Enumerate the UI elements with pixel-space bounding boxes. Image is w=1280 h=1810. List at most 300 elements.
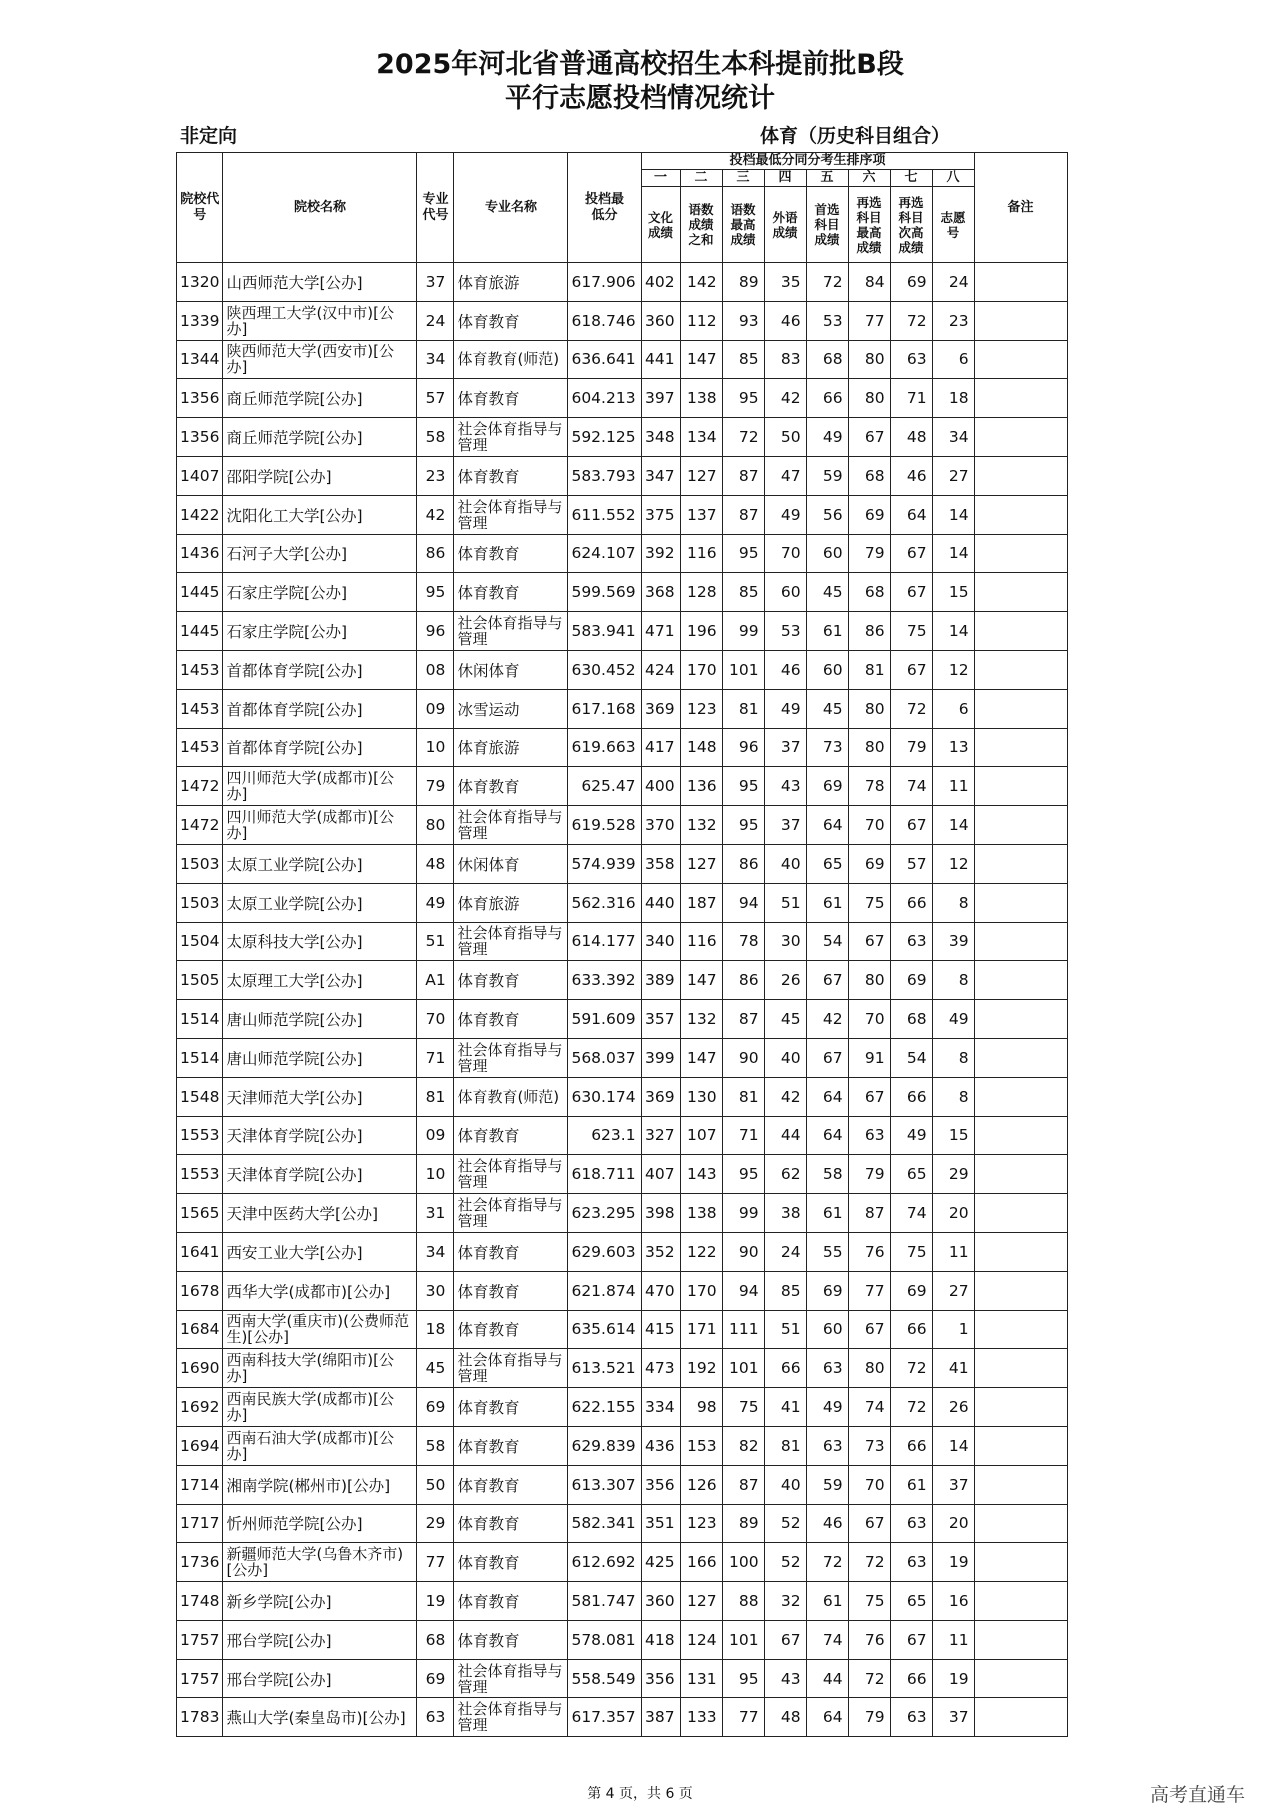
table-row	[177, 650, 1068, 689]
major-name-cell: 社会体育指导与管理	[454, 1659, 568, 1698]
table-row	[177, 1543, 1068, 1582]
school-code-cell: 1692	[177, 1388, 223, 1427]
major-name-cell: 冰雪运动	[454, 689, 568, 728]
primary-subject-cell: 72	[806, 263, 848, 302]
table-row	[177, 1194, 1068, 1233]
remark-cell	[974, 1271, 1067, 1310]
primary-subject-cell: 61	[806, 883, 848, 922]
table-row	[177, 1232, 1068, 1271]
choice-number-cell: 11	[932, 1232, 974, 1271]
choice-number-cell: 14	[932, 534, 974, 573]
school-code-cell: 1684	[177, 1310, 223, 1349]
remark-cell	[974, 767, 1067, 806]
primary-subject-cell: 65	[806, 844, 848, 883]
major-name-cell: 社会体育指导与管理	[454, 1038, 568, 1077]
min-score-cell: 636.641	[568, 340, 641, 379]
category-label: 非定向	[180, 125, 238, 147]
major-code-cell: 29	[417, 1504, 454, 1543]
school-code-cell: 1504	[177, 922, 223, 961]
chinese-math-max-cell: 94	[722, 1271, 764, 1310]
chinese-math-max-cell: 77	[722, 1698, 764, 1737]
choice-number-cell: 16	[932, 1582, 974, 1621]
choice-number-cell: 13	[932, 728, 974, 767]
chinese-math-max-cell: 81	[722, 1077, 764, 1116]
table-row	[177, 456, 1068, 495]
elective-second-cell: 63	[890, 340, 932, 379]
table-row	[177, 1310, 1068, 1349]
chinese-math-sum-cell: 142	[680, 263, 722, 302]
elective-second-cell: 68	[890, 1000, 932, 1039]
culture-score-cell: 348	[641, 418, 680, 457]
school-name-cell: 新乡学院[公办]	[223, 1582, 417, 1621]
elective-second-cell: 69	[890, 263, 932, 302]
elective-second-cell: 72	[890, 1388, 932, 1427]
remark-cell	[974, 340, 1067, 379]
table-row	[177, 263, 1068, 302]
primary-subject-cell: 68	[806, 340, 848, 379]
culture-score-cell: 347	[641, 456, 680, 495]
school-code-cell: 1445	[177, 612, 223, 651]
foreign-lang-cell: 46	[764, 650, 806, 689]
school-code-cell: 1453	[177, 650, 223, 689]
min-score-cell: 562.316	[568, 883, 641, 922]
header-rank: 一	[641, 170, 680, 187]
culture-score-cell: 418	[641, 1620, 680, 1659]
table-row	[177, 1465, 1068, 1504]
major-code-cell: 86	[417, 534, 454, 573]
school-name-cell: 天津体育学院[公办]	[223, 1155, 417, 1194]
chinese-math-max-cell: 89	[722, 1504, 764, 1543]
major-code-cell: 37	[417, 263, 454, 302]
foreign-lang-cell: 50	[764, 418, 806, 457]
major-code-cell: 69	[417, 1659, 454, 1698]
foreign-lang-cell: 44	[764, 1116, 806, 1155]
chinese-math-max-cell: 96	[722, 728, 764, 767]
elective-second-cell: 72	[890, 689, 932, 728]
table-row	[177, 1504, 1068, 1543]
remark-cell	[974, 1620, 1067, 1659]
culture-score-cell: 358	[641, 844, 680, 883]
school-name-cell: 天津中医药大学[公办]	[223, 1194, 417, 1233]
chinese-math-max-cell: 85	[722, 573, 764, 612]
school-code-cell: 1339	[177, 301, 223, 340]
culture-score-cell: 327	[641, 1116, 680, 1155]
foreign-lang-cell: 67	[764, 1620, 806, 1659]
elective-max-cell: 72	[848, 1659, 890, 1698]
table-row	[177, 1271, 1068, 1310]
remark-cell	[974, 301, 1067, 340]
major-name-cell: 体育教育	[454, 1582, 568, 1621]
chinese-math-max-cell: 87	[722, 456, 764, 495]
chinese-math-sum-cell: 128	[680, 573, 722, 612]
chinese-math-sum-cell: 170	[680, 1271, 722, 1310]
primary-subject-cell: 46	[806, 1504, 848, 1543]
primary-subject-cell: 58	[806, 1155, 848, 1194]
remark-cell	[974, 1349, 1067, 1388]
elective-second-cell: 69	[890, 1271, 932, 1310]
foreign-lang-cell: 40	[764, 1038, 806, 1077]
elective-max-cell: 80	[848, 689, 890, 728]
chinese-math-max-cell: 75	[722, 1388, 764, 1427]
min-score-cell: 591.609	[568, 1000, 641, 1039]
primary-subject-cell: 60	[806, 1310, 848, 1349]
remark-cell	[974, 1543, 1067, 1582]
foreign-lang-cell: 42	[764, 379, 806, 418]
min-score-cell: 624.107	[568, 534, 641, 573]
remark-cell	[974, 1698, 1067, 1737]
table-row	[177, 1000, 1068, 1039]
elective-second-cell: 75	[890, 1232, 932, 1271]
header-remark: 备注	[974, 153, 1067, 263]
elective-max-cell: 70	[848, 1465, 890, 1504]
school-name-cell: 西南科技大学(绵阳市)[公办]	[223, 1349, 417, 1388]
min-score-cell: 583.941	[568, 612, 641, 651]
chinese-math-sum-cell: 143	[680, 1155, 722, 1194]
school-name-cell: 商丘师范学院[公办]	[223, 418, 417, 457]
school-code-cell: 1356	[177, 418, 223, 457]
primary-subject-cell: 64	[806, 806, 848, 845]
major-code-cell: 45	[417, 1349, 454, 1388]
min-score-cell: 618.711	[568, 1155, 641, 1194]
choice-number-cell: 6	[932, 340, 974, 379]
admission-table	[176, 152, 1068, 1737]
elective-second-cell: 66	[890, 883, 932, 922]
min-score-cell: 614.177	[568, 922, 641, 961]
chinese-math-sum-cell: 196	[680, 612, 722, 651]
school-name-cell: 天津体育学院[公办]	[223, 1116, 417, 1155]
culture-score-cell: 473	[641, 1349, 680, 1388]
remark-cell	[974, 1232, 1067, 1271]
primary-subject-cell: 61	[806, 1194, 848, 1233]
min-score-cell: 635.614	[568, 1310, 641, 1349]
header-sort-group: 投档最低分同分考生排序项	[641, 153, 974, 170]
min-score-cell: 625.47	[568, 767, 641, 806]
remark-cell	[974, 961, 1067, 1000]
table-row	[177, 1349, 1068, 1388]
culture-score-cell: 397	[641, 379, 680, 418]
elective-max-cell: 76	[848, 1620, 890, 1659]
foreign-lang-cell: 43	[764, 1659, 806, 1698]
culture-score-cell: 424	[641, 650, 680, 689]
major-name-cell: 社会体育指导与管理	[454, 495, 568, 534]
min-score-cell: 599.569	[568, 573, 641, 612]
table-row	[177, 534, 1068, 573]
primary-subject-cell: 49	[806, 1388, 848, 1427]
school-name-cell: 邢台学院[公办]	[223, 1659, 417, 1698]
school-code-cell: 1422	[177, 495, 223, 534]
elective-max-cell: 81	[848, 650, 890, 689]
header-rank: 三	[722, 170, 764, 187]
school-name-cell: 新疆师范大学(乌鲁木齐市)[公办]	[223, 1543, 417, 1582]
school-code-cell: 1445	[177, 573, 223, 612]
choice-number-cell: 19	[932, 1659, 974, 1698]
major-code-cell: 42	[417, 495, 454, 534]
header-rank: 八	[932, 170, 974, 187]
culture-score-cell: 440	[641, 883, 680, 922]
major-code-cell: 80	[417, 806, 454, 845]
remark-cell	[974, 922, 1067, 961]
major-code-cell: 95	[417, 573, 454, 612]
school-name-cell: 忻州师范学院[公办]	[223, 1504, 417, 1543]
primary-subject-cell: 74	[806, 1620, 848, 1659]
school-name-cell: 四川师范大学(成都市)[公办]	[223, 767, 417, 806]
elective-max-cell: 75	[848, 1582, 890, 1621]
elective-max-cell: 77	[848, 1271, 890, 1310]
elective-max-cell: 69	[848, 495, 890, 534]
major-name-cell: 体育教育(师范)	[454, 1077, 568, 1116]
school-name-cell: 西华大学(成都市)[公办]	[223, 1271, 417, 1310]
major-name-cell: 体育教育	[454, 961, 568, 1000]
school-code-cell: 1565	[177, 1194, 223, 1233]
school-code-cell: 1472	[177, 806, 223, 845]
school-name-cell: 首都体育学院[公办]	[223, 689, 417, 728]
header-sort-item: 文化成绩	[641, 187, 680, 263]
header-sort-item: 再选科目次高成绩	[890, 187, 932, 263]
major-name-cell: 休闲体育	[454, 844, 568, 883]
header-sort-item: 语数成绩之和	[680, 187, 722, 263]
elective-max-cell: 77	[848, 301, 890, 340]
school-code-cell: 1678	[177, 1271, 223, 1310]
major-name-cell: 体育旅游	[454, 728, 568, 767]
major-name-cell: 体育教育	[454, 1465, 568, 1504]
elective-second-cell: 67	[890, 650, 932, 689]
culture-score-cell: 340	[641, 922, 680, 961]
choice-number-cell: 18	[932, 379, 974, 418]
major-name-cell: 社会体育指导与管理	[454, 1194, 568, 1233]
remark-cell	[974, 456, 1067, 495]
choice-number-cell: 12	[932, 844, 974, 883]
major-name-cell: 体育教育	[454, 1504, 568, 1543]
major-name-cell: 体育教育	[454, 1388, 568, 1427]
choice-number-cell: 15	[932, 573, 974, 612]
school-code-cell: 1472	[177, 767, 223, 806]
school-name-cell: 石河子大学[公办]	[223, 534, 417, 573]
primary-subject-cell: 53	[806, 301, 848, 340]
foreign-lang-cell: 53	[764, 612, 806, 651]
min-score-cell: 582.341	[568, 1504, 641, 1543]
culture-score-cell: 471	[641, 612, 680, 651]
chinese-math-max-cell: 95	[722, 1659, 764, 1698]
major-name-cell: 体育教育	[454, 301, 568, 340]
major-name-cell: 体育教育	[454, 1426, 568, 1465]
choice-number-cell: 24	[932, 263, 974, 302]
choice-number-cell: 11	[932, 767, 974, 806]
primary-subject-cell: 54	[806, 922, 848, 961]
foreign-lang-cell: 24	[764, 1232, 806, 1271]
culture-score-cell: 375	[641, 495, 680, 534]
major-name-cell: 体育教育	[454, 456, 568, 495]
choice-number-cell: 29	[932, 1155, 974, 1194]
choice-number-cell: 20	[932, 1504, 974, 1543]
remark-cell	[974, 263, 1067, 302]
chinese-math-max-cell: 99	[722, 612, 764, 651]
choice-number-cell: 8	[932, 1077, 974, 1116]
culture-score-cell: 334	[641, 1388, 680, 1427]
min-score-cell: 618.746	[568, 301, 641, 340]
remark-cell	[974, 1310, 1067, 1349]
elective-second-cell: 72	[890, 1349, 932, 1388]
school-code-cell: 1453	[177, 689, 223, 728]
school-name-cell: 陕西师范大学(西安市)[公办]	[223, 340, 417, 379]
table-row	[177, 689, 1068, 728]
chinese-math-max-cell: 100	[722, 1543, 764, 1582]
elective-max-cell: 72	[848, 1543, 890, 1582]
foreign-lang-cell: 45	[764, 1000, 806, 1039]
min-score-cell: 629.603	[568, 1232, 641, 1271]
choice-number-cell: 8	[932, 883, 974, 922]
school-code-cell: 1783	[177, 1698, 223, 1737]
elective-second-cell: 48	[890, 418, 932, 457]
major-code-cell: 68	[417, 1620, 454, 1659]
major-name-cell: 体育教育	[454, 1000, 568, 1039]
chinese-math-max-cell: 90	[722, 1038, 764, 1077]
major-name-cell: 社会体育指导与管理	[454, 612, 568, 651]
min-score-cell: 578.081	[568, 1620, 641, 1659]
culture-score-cell: 470	[641, 1271, 680, 1310]
primary-subject-cell: 63	[806, 1426, 848, 1465]
major-code-cell: 70	[417, 1000, 454, 1039]
elective-second-cell: 63	[890, 1543, 932, 1582]
major-name-cell: 体育教育	[454, 1310, 568, 1349]
min-score-cell: 630.452	[568, 650, 641, 689]
min-score-cell: 621.874	[568, 1271, 641, 1310]
school-code-cell: 1714	[177, 1465, 223, 1504]
min-score-cell: 617.168	[568, 689, 641, 728]
school-name-cell: 西安工业大学[公办]	[223, 1232, 417, 1271]
major-code-cell: 34	[417, 1232, 454, 1271]
major-name-cell: 社会体育指导与管理	[454, 806, 568, 845]
chinese-math-max-cell: 93	[722, 301, 764, 340]
chinese-math-sum-cell: 166	[680, 1543, 722, 1582]
table-row	[177, 883, 1068, 922]
culture-score-cell: 352	[641, 1232, 680, 1271]
choice-number-cell: 23	[932, 301, 974, 340]
school-code-cell: 1748	[177, 1582, 223, 1621]
major-code-cell: 96	[417, 612, 454, 651]
school-name-cell: 西南大学(重庆市)(公费师范生)[公办]	[223, 1310, 417, 1349]
chinese-math-sum-cell: 133	[680, 1698, 722, 1737]
school-name-cell: 太原科技大学[公办]	[223, 922, 417, 961]
foreign-lang-cell: 66	[764, 1349, 806, 1388]
chinese-math-sum-cell: 123	[680, 1504, 722, 1543]
remark-cell	[974, 1116, 1067, 1155]
elective-second-cell: 66	[890, 1426, 932, 1465]
foreign-lang-cell: 42	[764, 1077, 806, 1116]
school-code-cell: 1641	[177, 1232, 223, 1271]
school-code-cell: 1548	[177, 1077, 223, 1116]
elective-second-cell: 63	[890, 922, 932, 961]
elective-second-cell: 63	[890, 1504, 932, 1543]
chinese-math-max-cell: 87	[722, 1000, 764, 1039]
min-score-cell: 613.521	[568, 1349, 641, 1388]
elective-max-cell: 80	[848, 340, 890, 379]
header-sort-item: 外语成绩	[764, 187, 806, 263]
school-code-cell: 1757	[177, 1659, 223, 1698]
elective-max-cell: 80	[848, 728, 890, 767]
school-name-cell: 燕山大学(秦皇岛市)[公办]	[223, 1698, 417, 1737]
primary-subject-cell: 64	[806, 1077, 848, 1116]
remark-cell	[974, 1426, 1067, 1465]
school-code-cell: 1505	[177, 961, 223, 1000]
elective-max-cell: 67	[848, 1504, 890, 1543]
table-row	[177, 728, 1068, 767]
culture-score-cell: 360	[641, 301, 680, 340]
elective-second-cell: 65	[890, 1582, 932, 1621]
chinese-math-max-cell: 95	[722, 534, 764, 573]
chinese-math-sum-cell: 107	[680, 1116, 722, 1155]
table-row	[177, 1155, 1068, 1194]
remark-cell	[974, 1194, 1067, 1233]
chinese-math-sum-cell: 127	[680, 456, 722, 495]
major-name-cell: 体育教育	[454, 1543, 568, 1582]
major-name-cell: 社会体育指导与管理	[454, 1155, 568, 1194]
remark-cell	[974, 1582, 1067, 1621]
major-code-cell: 23	[417, 456, 454, 495]
chinese-math-sum-cell: 122	[680, 1232, 722, 1271]
culture-score-cell: 387	[641, 1698, 680, 1737]
choice-number-cell: 49	[932, 1000, 974, 1039]
primary-subject-cell: 55	[806, 1232, 848, 1271]
culture-score-cell: 351	[641, 1504, 680, 1543]
elective-second-cell: 69	[890, 961, 932, 1000]
choice-number-cell: 26	[932, 1388, 974, 1427]
culture-score-cell: 357	[641, 1000, 680, 1039]
table-row	[177, 1620, 1068, 1659]
major-code-cell: 77	[417, 1543, 454, 1582]
major-code-cell: 71	[417, 1038, 454, 1077]
page-footer: 第 4 页，共 6 页	[587, 1786, 693, 1802]
header-rank: 五	[806, 170, 848, 187]
table-row	[177, 340, 1068, 379]
school-name-cell: 邢台学院[公办]	[223, 1620, 417, 1659]
major-code-cell: 69	[417, 1388, 454, 1427]
chinese-math-max-cell: 95	[722, 379, 764, 418]
header-rank: 四	[764, 170, 806, 187]
elective-second-cell: 75	[890, 612, 932, 651]
elective-max-cell: 67	[848, 922, 890, 961]
major-code-cell: 10	[417, 1155, 454, 1194]
remark-cell	[974, 1038, 1067, 1077]
watermark: 高考直通车	[1150, 1784, 1246, 1806]
foreign-lang-cell: 51	[764, 883, 806, 922]
major-code-cell: 48	[417, 844, 454, 883]
major-name-cell: 体育教育(师范)	[454, 340, 568, 379]
table-row	[177, 1659, 1068, 1698]
table-row	[177, 806, 1068, 845]
remark-cell	[974, 650, 1067, 689]
choice-number-cell: 20	[932, 1194, 974, 1233]
culture-score-cell: 356	[641, 1465, 680, 1504]
foreign-lang-cell: 40	[764, 1465, 806, 1504]
min-score-cell: 592.125	[568, 418, 641, 457]
major-code-cell: 51	[417, 922, 454, 961]
min-score-cell: 612.692	[568, 1543, 641, 1582]
school-code-cell: 1757	[177, 1620, 223, 1659]
elective-max-cell: 87	[848, 1194, 890, 1233]
min-score-cell: 619.663	[568, 728, 641, 767]
chinese-math-max-cell: 89	[722, 263, 764, 302]
elective-max-cell: 63	[848, 1116, 890, 1155]
major-code-cell: 09	[417, 689, 454, 728]
chinese-math-sum-cell: 153	[680, 1426, 722, 1465]
culture-score-cell: 360	[641, 1582, 680, 1621]
chinese-math-max-cell: 81	[722, 689, 764, 728]
elective-max-cell: 74	[848, 1388, 890, 1427]
elective-second-cell: 74	[890, 1194, 932, 1233]
min-score-cell: 622.155	[568, 1388, 641, 1427]
chinese-math-sum-cell: 147	[680, 1038, 722, 1077]
school-code-cell: 1553	[177, 1116, 223, 1155]
